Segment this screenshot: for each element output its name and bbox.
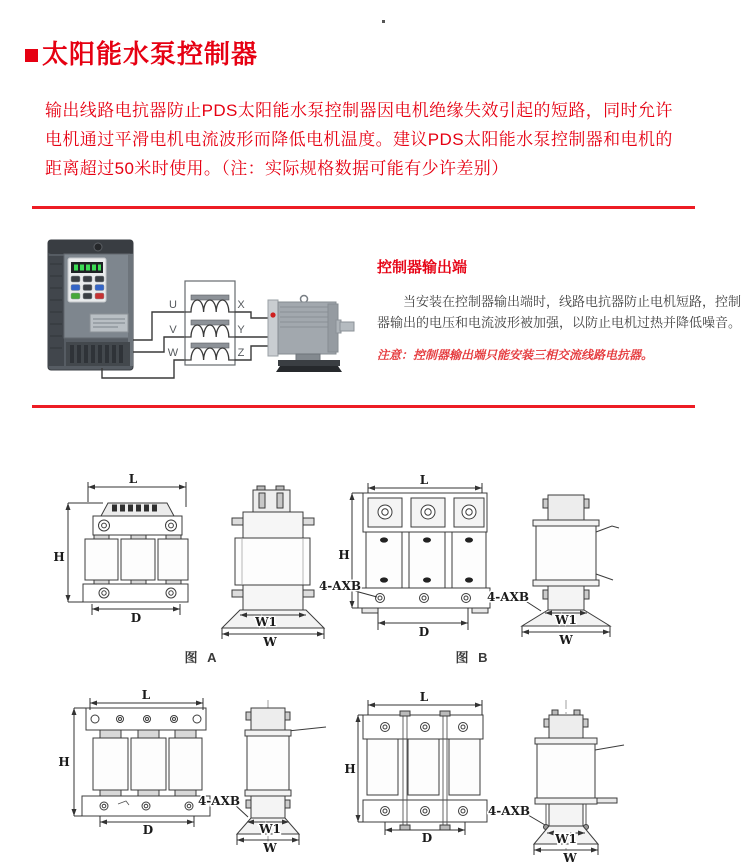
intro-line-2: 电机通过平滑电机电流波形而降低电机温度。建议PDS太阳能水泵控制器和电机的 bbox=[45, 130, 673, 149]
figure-c-front-view bbox=[58, 688, 210, 837]
output-side-panel bbox=[377, 256, 743, 363]
output-panel-heading: 控制器输出端 bbox=[377, 259, 468, 276]
figure-b-front-view bbox=[319, 473, 490, 639]
label-w: W bbox=[167, 347, 179, 359]
section-title-row bbox=[25, 40, 258, 69]
label-v: V bbox=[169, 324, 177, 336]
figure-a-front-view bbox=[53, 472, 188, 625]
dim-label-d: D bbox=[421, 831, 433, 845]
red-divider-top bbox=[32, 206, 695, 209]
wire-u bbox=[133, 312, 185, 340]
figure-c-side-view bbox=[198, 700, 326, 855]
motor-terminal-dot bbox=[270, 312, 275, 317]
page-title: 太阳能水泵控制器 bbox=[42, 39, 259, 69]
dim-label-l: L bbox=[419, 690, 429, 704]
intro-paragraph bbox=[45, 96, 725, 183]
dim-label-h: H bbox=[344, 762, 356, 776]
dim-label-h: H bbox=[53, 550, 65, 564]
title-bullet-square bbox=[25, 49, 38, 62]
dim-label-d: D bbox=[142, 823, 154, 837]
dim-label-l: L bbox=[141, 688, 151, 702]
dim-label-4axb: 4-AXB bbox=[197, 794, 241, 808]
dim-label-d: D bbox=[418, 625, 430, 639]
vfd-keypad bbox=[68, 258, 106, 302]
dim-label-d: D bbox=[130, 611, 142, 625]
intro-line-1: 输出线路电抗器防止PDS太阳能水泵控制器因电机绝缘失效引起的短路，同时允许 bbox=[45, 101, 673, 120]
dim-label-w1: W1 bbox=[255, 615, 277, 629]
dim-label-h: H bbox=[58, 755, 70, 769]
dim-label-4axb: 4-AXB bbox=[318, 579, 362, 593]
dim-label-4axb: 4-AXB bbox=[487, 804, 531, 818]
output-panel-body: 当安装在控制器输出端时，线路电抗器防止电机短路，控制器输出的电压和电流波形被加强，以防止电机过热并降低噪音。 bbox=[377, 294, 742, 330]
dim-label-h: H bbox=[338, 548, 350, 562]
label-z: Z bbox=[237, 347, 245, 359]
dim-label-w: W bbox=[263, 635, 277, 649]
label-u: U bbox=[169, 299, 177, 311]
vfd-controller-illustration bbox=[48, 240, 133, 370]
dim-label-w: W bbox=[559, 633, 573, 647]
dim-label-l: L bbox=[419, 473, 429, 487]
label-y: Y bbox=[237, 324, 245, 336]
wiring-diagram bbox=[40, 228, 370, 388]
dim-label-w: W bbox=[263, 841, 277, 855]
reactor-box bbox=[185, 281, 235, 365]
figure-b-caption: 图 B bbox=[455, 650, 491, 665]
dimension-drawings bbox=[0, 460, 750, 867]
figure-d-side-view bbox=[488, 700, 624, 865]
dim-label-w1: W1 bbox=[555, 613, 577, 627]
vfd-label-sticker bbox=[90, 314, 128, 332]
figure-a-side-view bbox=[222, 486, 324, 649]
figure-b-side-view bbox=[487, 495, 619, 647]
label-x: X bbox=[237, 299, 245, 311]
dim-label-w: W bbox=[563, 851, 577, 865]
dim-label-w1: W1 bbox=[259, 822, 281, 836]
figure-a-caption: 图 A bbox=[184, 650, 220, 665]
output-panel-note: 注意：控制器输出端只能安装三相交流线路电抗器。 bbox=[377, 348, 654, 362]
stray-dot bbox=[382, 20, 385, 23]
dim-label-l: L bbox=[128, 472, 138, 486]
wire-x bbox=[235, 312, 268, 318]
red-divider-bottom bbox=[32, 405, 695, 408]
intro-line-3: 距离超过50米时使用。（注：实际规格数据可能有少许差别） bbox=[45, 159, 509, 178]
dim-label-w1: W1 bbox=[555, 832, 577, 846]
dim-label-4axb: 4-AXB bbox=[486, 590, 530, 604]
figure-d-front-view bbox=[344, 690, 487, 845]
motor-illustration bbox=[268, 296, 354, 373]
